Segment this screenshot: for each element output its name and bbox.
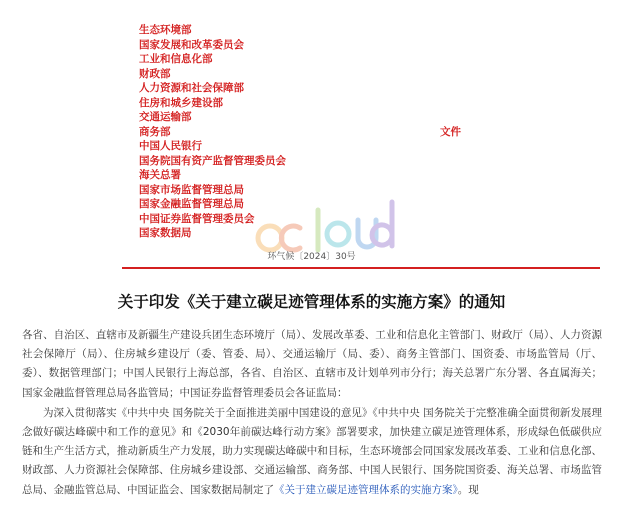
issuer-name: 国务院国有资产监督管理委员会 <box>139 154 286 167</box>
notice-title: 关于印发《关于建立碳足迹管理体系的实施方案》的通知 <box>117 293 506 311</box>
issuer-name: 中国人民银行 <box>139 140 202 152</box>
issuer-name: 工业和信息化部 <box>139 53 213 65</box>
issuer-name: 国家发展和改革委员会 <box>139 38 244 51</box>
issuer-name: 国家数据局 <box>139 227 192 239</box>
red-divider <box>122 267 600 269</box>
implementation-plan-link[interactable]: 《关于建立碳足迹管理体系的实施方案》 <box>274 483 458 496</box>
document-label: 文件 <box>440 126 461 138</box>
issuer-name: 生态环境部 <box>139 24 192 36</box>
main-paragraph-text: 为深入贯彻落实《中共中央 国务院关于全面推进美丽中国建设的意见》《中共中央 国务院关于完整准确全面贯彻新发展理念做好碳达峰碳中和工作的意见》和《2030年前碳达峰行动方案》部署要求，加快建立碳足迹管理体系，形成绿色低碳供应链和生产生活方式，推动新质生产力发展，助力实现碳达峰碳中和目标，生态环境部会同国家发展改革委、工业和信息化部、财政部、人力资源社会保障部、住房城乡建设部、交通运输部、商务部、中国人民银行、国务院国资委、海关总署、市场监管总局、金融监管总局、中国证监会、国家数据局制定了 <box>22 406 602 496</box>
issuer-name: 人力资源和社会保障部 <box>139 82 244 94</box>
issuer-name: 海关总署 <box>139 169 181 181</box>
recipients-paragraph: 各省、自治区、直辖市及新疆生产建设兵团生态环境厅（局）、发展改革委、工业和信息化主管部门、财政厅（局）、人力资源社会保障厅（局）、住房城乡建设厅（委、管委、局）、交通运输厅（局、委）、商务主管部门、国资委、市场监管局（厅、委）、数据管理部门；中国人民银行上海总部，各省、自治区、直辖市及计划单列市分行；海关总署广东分署、各直属海关；国家金融监督管理总局各监管局；中国证券监督管理委员会各证监局： <box>22 329 602 399</box>
issuer-name: 商务部 <box>139 125 171 138</box>
main-paragraph <box>22 404 602 500</box>
issuer-name: 中国证券监督管理委员会 <box>139 212 255 225</box>
issuer-name: 国家市场监督管理总局 <box>139 183 244 196</box>
issuer-name: 交通运输部 <box>139 111 192 123</box>
issuer-name: 国家金融监督管理总局 <box>139 198 244 210</box>
issuer-name: 住房和城乡建设部 <box>139 96 223 109</box>
document-number: 环气候〔2024〕30号 <box>267 252 356 262</box>
notice-body <box>22 326 602 500</box>
main-paragraph-tail: 。现 <box>457 483 479 496</box>
issuer-name: 财政部 <box>139 67 171 80</box>
